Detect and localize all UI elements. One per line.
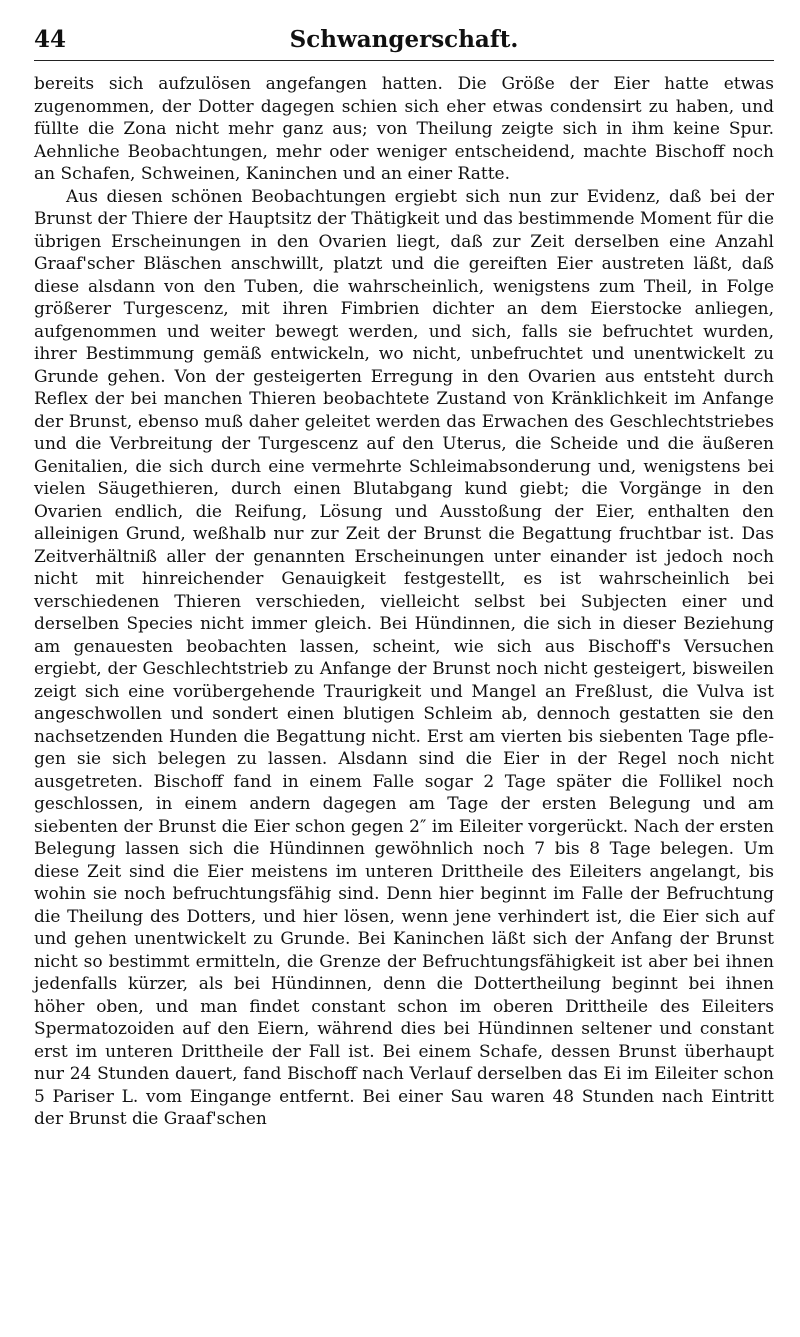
body-text xyxy=(34,73,774,1131)
running-title: Schwangerschaft. xyxy=(289,26,519,53)
book-page xyxy=(34,24,774,1324)
page-header xyxy=(34,24,774,61)
page-number: 44 xyxy=(34,26,67,53)
paragraph-continuation: bereits sich aufzulösen angefangen hatten. Die Größe der Eier hatte etwas zugenommen, der Dotter dagegen schien sich eher etwas condensirt zu haben, und füllte die Zona nicht mehr ganz aus; von Theilung zeigte sich in ihm keine Spur. Aehnliche Beobachtungen, mehr oder weniger entscheidend, machte Bischoff noch an Schafen, Schweinen, Kaninchen und an einer Ratte. xyxy=(34,74,774,184)
paragraph-observations: Aus diesen schönen Beobachtungen ergiebt sich nun zur Evidenz, daß bei der Brunst der Thiere der Hauptsitz der Thätigkeit und das bestimmende Moment für die übrigen Erscheinungen in den Ovarien liegt, daß zur Zeit derselben eine Anzahl Graaf'scher Bläschen anschwillt, platzt und die gereiften Eier austreten läßt, daß diese alsdann von den Tuben, die wahrscheinlich, wenigstens zum Theil, in Folge größerer Turgescenz, mit ihren Fimbrien dichter an dem Eierstocke anliegen, aufgenommen und weiter bewegt werden, und sich, falls sie befruchtet wurden, ihrer Bestimmung gemäß entwickeln, wo nicht, unbefruchtet und unentwickelt zu Grunde gehen. Von der gesteigerten Erregung in den Ovarien aus entsteht durch Reflex der bei manchen Thieren beobachtete Zustand von Kränklichkeit im Anfange der Brunst, ebenso muß daher geleitet werden das Erwachen des Geschlechtstriebes und die Verbreitung der Turgescenz auf den Uterus, die Scheide und die äußeren Genitalien, die sich durch eine vermehrte Schleimabsonderung und, wenigstens bei vielen Säugethieren, durch einen Blutabgang kund giebt; die Vorgänge in den Ovarien endlich, die Reifung, Lösung und Ausstoßung der Eier, enthalten den alleinigen Grund, weßhalb nur zur Zeit der Brunst die Begattung fruchtbar ist. Das Zeitverhältniß aller der genannten Erscheinungen unter einander ist jedoch noch nicht mit hinreichender Genauigkeit festgestellt, es ist wahrscheinlich bei verschiedenen Thieren verschieden, vielleicht selbst bei Subjecten einer und derselben Species nicht immer gleich. Bei Hündinnen, die sich in dieser Beziehung am genauesten beobachten lassen, scheint, wie sich aus Bischoff's Versuchen ergiebt, der Geschlechtstrieb zu Anfange der Brunst noch nicht gesteigert, bisweilen zeigt sich eine vorübergehende Traurigkeit und Mangel an Freßlust, die Vulva ist angeschwollen und sondert einen blutigen Schleim ab, dennoch gestatten sie den nachsetzenden Hunden die Begattung nicht. Erst am vierten bis siebenten Tage pflegen sie sich belegen zu lassen. Alsdann sind die Eier in der Regel noch nicht ausgetreten. Bischoff fand in einem Falle sogar 2 Tage später die Follikel noch geschlossen, in einem andern dagegen am Tage der ersten Belegung und am siebenten der Brunst die Eier schon gegen 2″ im Eileiter vorgerückt. Nach der ersten Belegung lassen sich die Hündinnen gewöhnlich noch 7 bis 8 Tage belegen. Um diese Zeit sind die Eier meistens im unteren Drittheile des Eileiters angelangt, bis wohin sie noch befruchtungsfähig sind. Denn hier beginnt im Falle der Befruchtung die Theilung des Dotters, und hier lösen, wenn jene verhindert ist, die Eier sich auf und gehen unentwickelt zu Grunde. Bei Kaninchen läßt sich der Anfang der Brunst nicht so bestimmt ermitteln, die Grenze der Befruchtungsfähigkeit ist aber bei ihnen jedenfalls kürzer, als bei Hündinnen, denn die Dottertheilung beginnt bei ihnen höher oben, und man findet constant schon im oberen Drittheile des Eileiters Spermatozoiden auf den Eiern, während dies bei Hündinnen seltener und constant erst im unteren Drittheile der Fall ist. Bei einem Schafe, dessen Brunst überhaupt nur 24 Stunden dauert, fand Bischoff nach Verlauf derselben das Ei im Eileiter schon 5 Pariser L. vom Eingange entfernt. Bei einer Sau waren 48 Stunden nach Eintritt der Brunst die Graaf'schen xyxy=(34,186,774,1129)
